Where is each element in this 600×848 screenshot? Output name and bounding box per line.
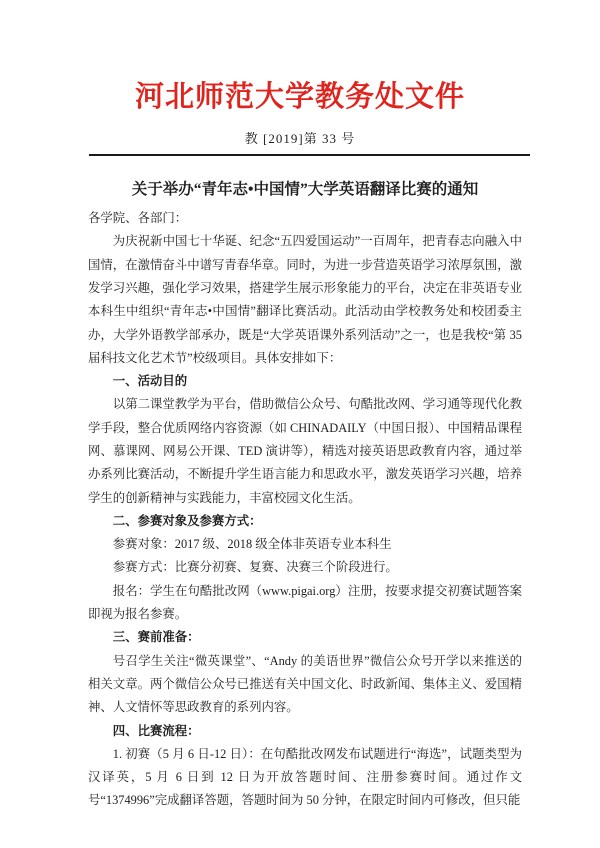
org-title: 河北师范大学教务处文件 xyxy=(134,81,465,113)
subject-title: 关于举办“青年志•中国情”大学英语翻译比赛的通知 xyxy=(131,180,479,198)
section-4-paragraph: 1. 初赛（5 月 6 日-12 日）：在句酷批改网发布试题进行“海选”，试题类型为汉译英，5 月 6 日到 12 日为开放答题时间、注册参赛时间。通过作文号“1374996”完成翻译答题，答题时间为 50 分钟，在限定时间内可修改，但只能 xyxy=(88,746,522,808)
section-heading-1: 一、活动目的 xyxy=(112,374,188,389)
header-rule xyxy=(89,154,530,156)
section-2-paragraph-method: 参赛方式：比赛分初赛、复赛、决赛三个阶段进行。 xyxy=(112,560,398,575)
section-heading-3: 三、赛前准备： xyxy=(112,630,200,645)
section-heading-2: 二、参赛对象及参赛方式： xyxy=(112,513,262,528)
intro-paragraph: 为庆祝新中国七十华诞、纪念“五四爱国运动”一百周年，把青春志向融入中国情，在激情奋斗中谱写青春华章。同时，为进一步营造英语学习浓厚氛围，激发学习兴趣，强化学习效果，搭建学生展示形象能力的平台，决定在非英语专业本科生中组织“青年志•中国情”翻译比赛活动。此活动由学校教务处和校团委主办，大学外语教学部承办，既是“大学英语课外系列活动”之一，也是我校“第 35 届科技文化艺术节”校级项目。具体安排如下： xyxy=(88,234,522,365)
section-3-paragraph: 号召学生关注“微英课堂”、“Andy 的美语世界”微信公众号开学以来推送的相关文章。两个微信公众号已推送有关中国文化、时政新闻、集体主义、爱国精神、人文情怀等思政教育的系列内容。 xyxy=(88,653,522,715)
body-text-block xyxy=(88,207,522,813)
doc-number: 教 [2019]第 33 号 xyxy=(244,130,356,146)
section-2-paragraph-object: 参赛对象：2017 级、2018 级全体非英语专业本科生 xyxy=(112,537,392,552)
section-heading-4: 四、比赛流程： xyxy=(112,723,200,738)
section-2-paragraph-signup: 报名：学生在句酷批改网（www.pigai.org）注册，按要求提交初赛试题答案即视为报名参赛。 xyxy=(88,583,522,622)
salutation: 各学院、各部门： xyxy=(88,211,188,226)
section-1-paragraph: 以第二课堂教学为平台，借助微信公众号、句酷批改网、学习通等现代化教学手段，整合优质网络内容资源（如 CHINADAILY（中国日报）、中国精品课程网、慕课网、网易公开课、TED 演讲等），精选对接英语思政教育内容，通过举办系列比赛活动，不断提升学生语言能力和思政水平，激发英语学习兴趣，培养学生的创新精神与实践能力，丰富校园文化生活。 xyxy=(88,397,522,505)
document-body xyxy=(88,180,522,813)
